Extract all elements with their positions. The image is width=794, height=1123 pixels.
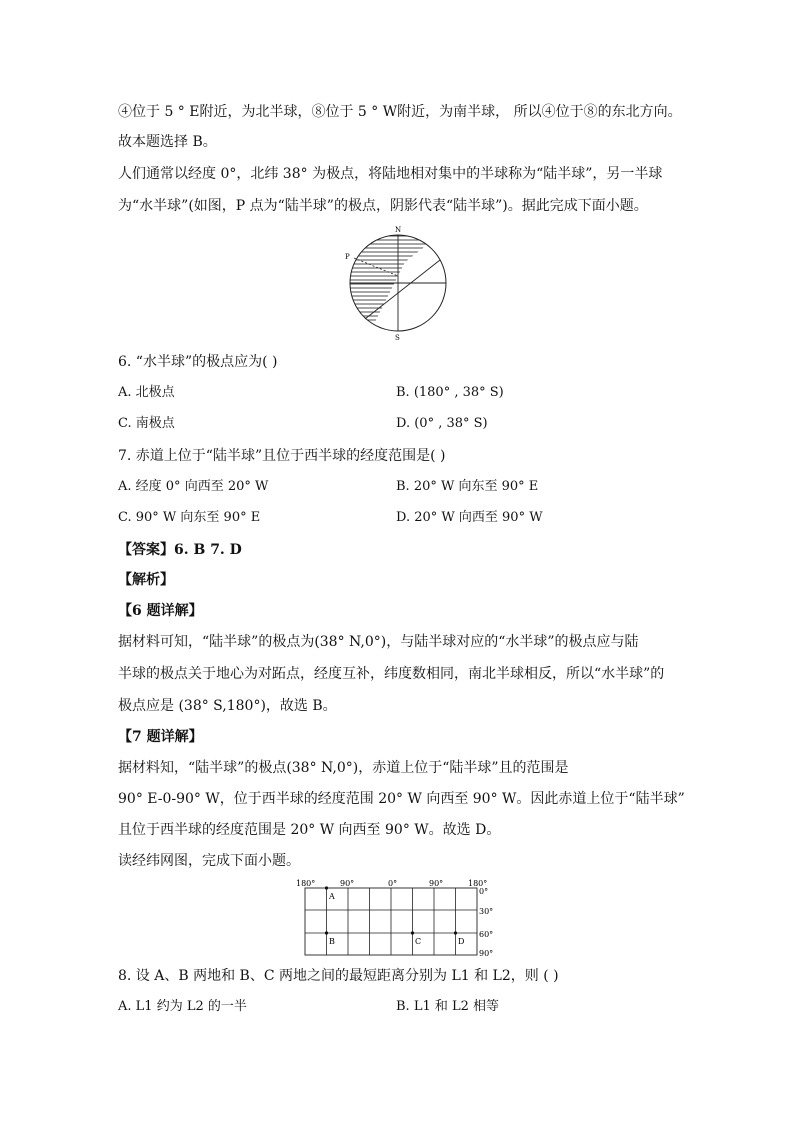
q6-option-c: C. 南极点 [118, 416, 175, 431]
grid-top-label-180e: 180° [468, 879, 488, 888]
q6-option-d: D. (0° , 38° S) [396, 416, 488, 431]
explain7-line-3: 且位于西半球的经度范围是 20° W 向西至 90° W。故选 D。 [118, 822, 501, 838]
q7-stem: 7. 赤道上位于“陆半球”且位于西半球的经度范围是( ) [118, 448, 446, 464]
point-b-dot [325, 931, 328, 934]
explain6-line-3: 极点应是 (38° S,180°)，故选 B。 [118, 698, 337, 714]
material1-line-2: 为“水半球”(如图，P 点为“陆半球”的极点，阴影代表“陆半球”)。据此完成下面小题。 [118, 198, 648, 214]
grid-right-label-60: 60° [479, 930, 494, 939]
q7-option-a: A. 经度 0° 向西至 20° W [118, 479, 269, 494]
point-a-label: A [329, 892, 335, 901]
q8-option-b: B. L1 和 L2 相等 [396, 999, 500, 1014]
q6-option-a: A. 北极点 [118, 385, 175, 400]
intro-line-2: 故本题选择 B。 [118, 134, 217, 150]
grid-right-label-90: 90° [479, 949, 494, 958]
explain7-line-1: 据材料知，“陆半球”的极点(38° N,0°)，赤道上位于“陆半球”且的范围是 [118, 760, 569, 776]
grid-right-label-0: 0° [479, 887, 489, 896]
analysis-heading: 【解析】 [118, 572, 174, 588]
material2-line-1: 读经纬网图，完成下面小题。 [118, 853, 300, 869]
explain6-line-1: 据材料可知，“陆半球”的极点为(38° N,0°)，与陆半球对应的“水半球”的极点应与陆 [118, 634, 639, 650]
q7-option-b: B. 20° W 向东至 90° E [396, 479, 539, 494]
detail7-heading: 【7 题详解】 [118, 729, 203, 745]
hemisphere-diagram [330, 222, 460, 344]
grid-meridians [327, 888, 456, 955]
label-p: P [345, 253, 350, 261]
explain7-line-2: 90° E-0-90° W，位于西半球的经度范围 20° W 向西至 90° W。因此赤道上位于“陆半球” [118, 791, 685, 807]
point-b-label: B [329, 937, 335, 946]
latlong-grid [290, 876, 510, 964]
q8-stem: 8. 设 A、B 两地和 B、C 两地之间的最短距离分别为 L1 和 L2，则 ( ) [118, 968, 559, 984]
q8-option-a: A. L1 约为 L2 的一半 [118, 999, 247, 1014]
point-c-dot [411, 931, 414, 934]
grid-top-label-0: 0° [388, 879, 398, 888]
q6-stem: 6. “水半球”的极点应为( ) [118, 354, 278, 370]
q6-option-b: B. (180° , 38° S) [396, 385, 504, 400]
answer-line: 【答案】6. B 7. D [118, 542, 242, 558]
material1-line-1: 人们通常以经度 0°，北纬 38° 为极点，将陆地相对集中的半球称为“陆半球”，另一半球 [118, 166, 663, 182]
grid-top-label-90w: 90° [340, 879, 355, 888]
grid-top-label-180w: 180° [296, 879, 316, 888]
grid-top-label-90e: 90° [429, 879, 444, 888]
point-d-dot [454, 931, 457, 934]
detail6-heading: 【6 题详解】 [118, 603, 203, 619]
q7-option-c: C. 90° W 向东至 90° E [118, 510, 261, 525]
label-s: S [395, 334, 400, 342]
point-c-label: C [415, 937, 422, 946]
label-n: N [395, 226, 402, 234]
explain6-line-2: 半球的极点关于地心为对跖点，经度互补，纬度数相同，南北半球相反，所以“水半球”的 [118, 666, 665, 682]
grid-right-label-30: 30° [479, 907, 494, 916]
point-a-dot [325, 886, 328, 889]
point-d-label: D [458, 937, 465, 946]
intro-line-1: ④位于 5 ° E附近，为北半球，⑧位于 5 ° W附近，为南半球， 所以④位于⑧的东北方向。 [118, 104, 682, 120]
q7-option-d: D. 20° W 向西至 90° W [396, 510, 543, 525]
